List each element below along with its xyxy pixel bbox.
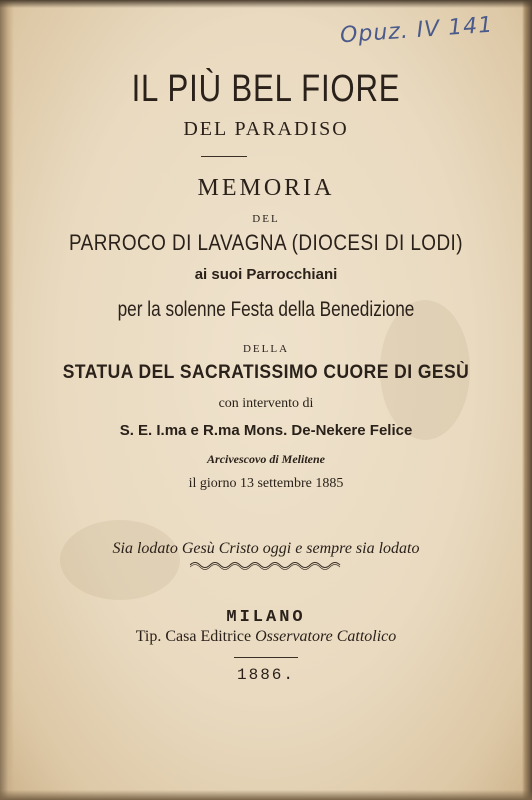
wavy-ornament xyxy=(190,560,344,570)
imprint-printer xyxy=(0,628,532,646)
author-line: PARROCO DI LAVAGNA (DIOCESI DI LODI) xyxy=(69,230,463,255)
intervention-line: con intervento di xyxy=(218,396,314,411)
prelate-line: S. E. I.ma e R.ma Mons. De-Nekere Felice xyxy=(119,422,413,439)
imprint-city: MILANO xyxy=(226,608,306,627)
page-top-shadow xyxy=(0,0,532,8)
audience-line: ai suoi Parrocchiani xyxy=(194,266,338,283)
printer-prefix: Tip. Casa Editrice xyxy=(135,628,252,645)
handwritten-annotation: Opuz. IV 141 xyxy=(339,12,494,49)
page-bottom-shadow xyxy=(0,790,532,800)
date-line: il giorno 13 settembre 1885 xyxy=(188,476,344,491)
title-divider xyxy=(201,156,247,157)
book-title: IL PIÙ BEL FIORE xyxy=(131,68,401,110)
book-subtitle: DEL PARADISO xyxy=(183,118,349,140)
heading-memoria: MEMORIA xyxy=(197,175,335,201)
printer-name: Osservatore Cattolico xyxy=(255,628,397,645)
imprint-year: 1886. xyxy=(236,666,295,684)
statue-line: STATUA DEL SACRATISSIMO CUORE DI GESÙ xyxy=(62,362,470,383)
motto-line: Sia lodato Gesù Cristo oggi e sempre sia lodato xyxy=(112,540,420,557)
prelate-title-line: Arcivescovo di Melitene xyxy=(207,452,325,466)
imprint-divider xyxy=(234,657,298,658)
paper-stain xyxy=(60,520,180,600)
occasion-line: per la solenne Festa della Benedizione xyxy=(117,298,415,321)
connector-del: DEL xyxy=(252,213,280,225)
connector-della: DELLA xyxy=(242,343,290,355)
